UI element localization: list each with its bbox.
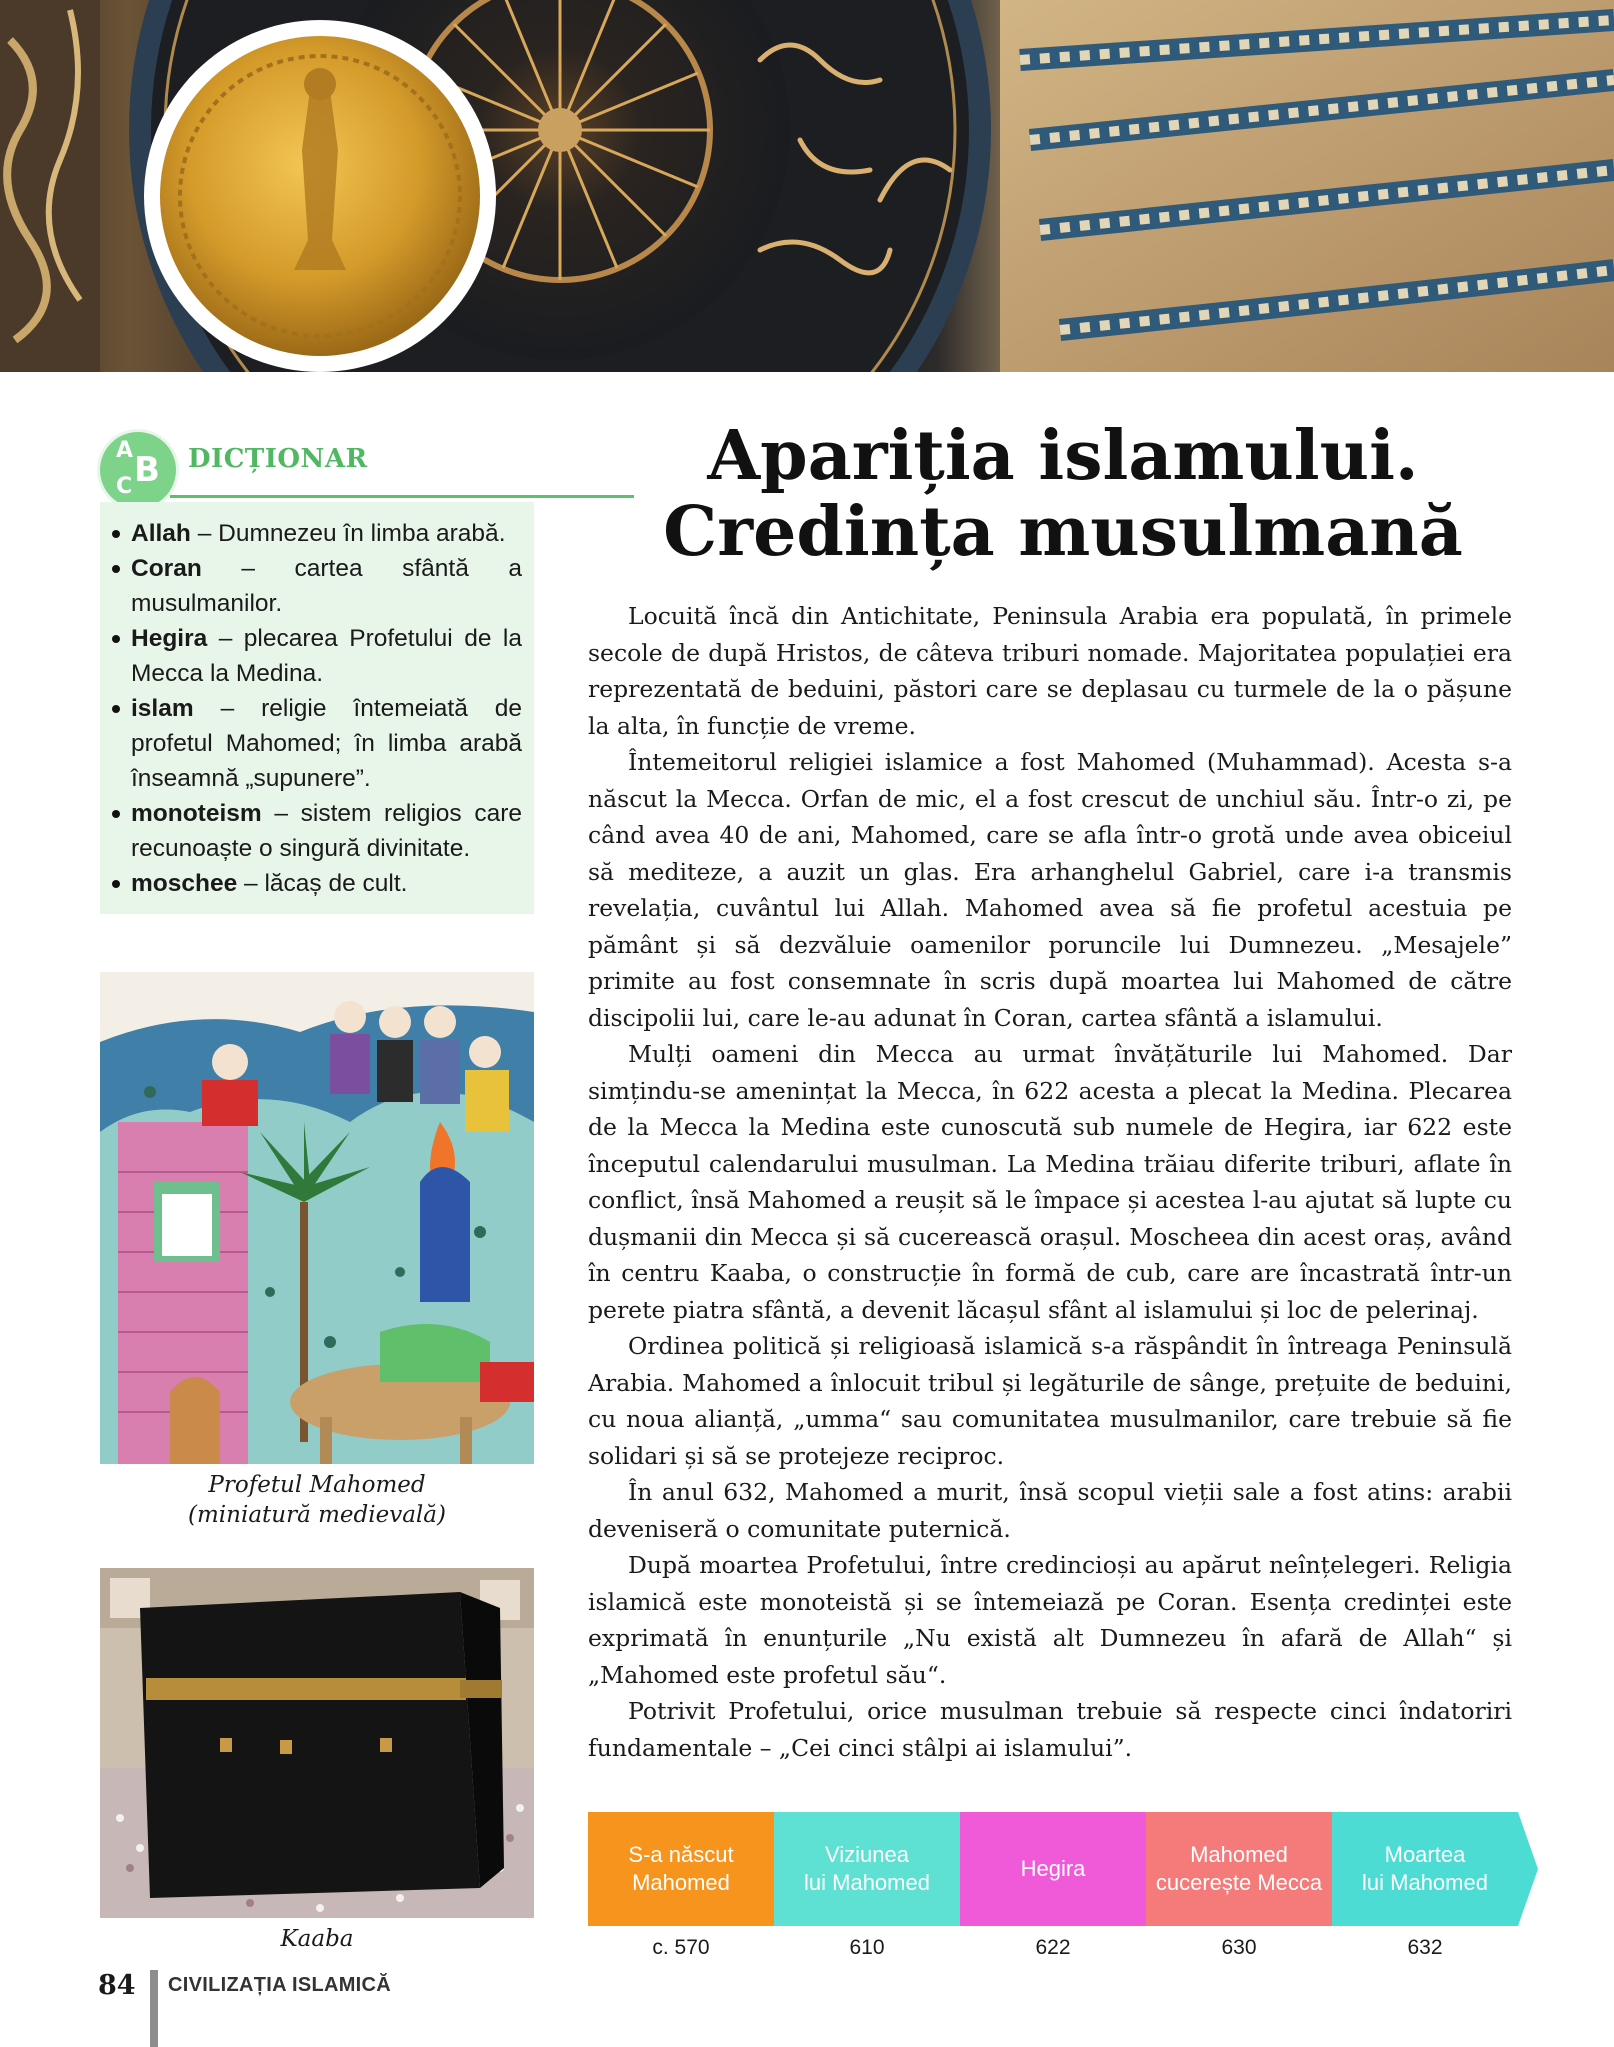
timeline-label: Mahomed <box>632 1870 730 1895</box>
paragraph: După moartea Profetului, între credincioși au apărut neînțelegeri. Religia islamică este monoteistă și se întemeiază pe Coran. Esența credinței este exprimată în enunțurile „Nu există alt Dumnezeu în afară de Allah“ și „Mahomed este profetul său“. <box>588 1551 1512 1689</box>
paragraph: Mulți oameni din Mecca au urmat învățăturile lui Mahomed. Dar simțindu-se amenințat la Mecca, în 622 acesta a plecat la Medina. Plecarea de la Mecca la Medina este cunoscută sub numele de Hegira, iar 622 este începutul calendarului musulman. La Medina trăiau diferite triburi, aflate în conflict, însă Mahomed a reușit să le împace și acestea l-au ajutat să lupte cu dușmanii din Mecca și să cucerească orașul. Moscheea din acest oraș, având în centru Kaaba, o construcție în formă de cub, care are încastrată într-un perete piatra sfântă, a devenit lăcașul sfânt al islamului și loc de pelerinaj. <box>588 1040 1512 1324</box>
dictionary-term: islam <box>131 695 194 722</box>
timeline-event-vision <box>774 1812 960 1926</box>
dictionary-term: Allah <box>131 520 191 547</box>
dictionary-entry <box>112 516 522 551</box>
paragraph: Potrivit Profetului, orice musulman trebuie să respecte cinci îndatoriri fundamentale – „Cei cinci stâlpi ai islamului”. <box>588 1697 1512 1762</box>
paragraph: Ordinea politică și religioasă islamică s-a răspândit în întreaga Peninsulă Arabia. Mahomed a înlocuit tribul și legăturile de sânge, prețuite de beduini, cu noua alianță, „umma“ sau comunitatea musulmanilor, care trebuie să fie solidari și să se protejeze reciproc. <box>588 1332 1512 1470</box>
dictionary-entry <box>112 866 522 901</box>
dictionary-term: Hegira <box>131 625 208 652</box>
miniature-caption-line: (miniatură medievală) <box>188 1502 446 1528</box>
dictionary-term: moschee <box>131 870 238 897</box>
dictionary-body <box>100 502 534 914</box>
header-banner-image <box>0 0 1614 372</box>
dictionary-term: Coran <box>131 555 202 582</box>
dictionary-entry <box>112 621 522 691</box>
dictionary-box <box>100 432 534 914</box>
timeline-year: 622 <box>1035 1936 1071 1959</box>
timeline-arrow-icon <box>1518 1812 1538 1926</box>
timeline-label: Hegira <box>1020 1856 1086 1881</box>
timeline <box>588 1812 1538 1972</box>
banner-mosaic-illustration <box>0 0 1614 372</box>
timeline-year: 610 <box>849 1936 885 1959</box>
dictionary-divider <box>170 495 634 498</box>
page-title-line: Apariția islamului. <box>707 416 1419 496</box>
page-title <box>588 418 1538 570</box>
timeline-year: c. 570 <box>652 1936 710 1959</box>
dictionary-entry <box>112 551 522 621</box>
timeline-label: lui Mahomed <box>804 1870 930 1895</box>
paragraph: Întemeitorul religiei islamice a fost Mahomed (Muhammad). Acesta s-a născut la Mecca. Orfan de mic, el a fost crescut de unchiul său. Într-o zi, pe când avea 40 de ani, Mahomed, care se afla într-o grotă unde avea obiceiul să mediteze, a auzit un glas. Era arhanghelul Gabriel, care i-a transmis revelația, cuvântul lui Allah. Mahomed avea să fie profetul acestuia pe pământ și să dezvăluie oamenilor poruncile lui Dumnezeu. „Mesajele” primite au fost consemnate în scris după moartea lui Mahomed de către discipolii lui, care le-au adunat în Coran, cartea sfântă a islamului. <box>588 748 1512 1032</box>
miniature-caption-line: Profetul Mahomed <box>208 1472 426 1498</box>
paragraph: În anul 632, Mahomed a murit, însă scopul vieții sale a fost atins: arabii deveniseră o comunitate puternică. <box>588 1478 1512 1543</box>
kaaba-caption: Kaaba <box>280 1926 354 1952</box>
miniature-image <box>100 972 534 1464</box>
dictionary-definition: – plecarea Profetului de la Mecca la Medina. <box>131 625 522 687</box>
timeline-event-birth <box>588 1812 774 1926</box>
timeline-label: Mahomed <box>1190 1842 1288 1867</box>
timeline-label: cucerește Mecca <box>1155 1870 1323 1895</box>
page-number: 84 <box>98 1970 136 2001</box>
dictionary-entry <box>112 796 522 866</box>
timeline-label: Viziunea <box>824 1842 909 1867</box>
dictionary-entry <box>112 691 522 796</box>
dictionary-abc-icon: A B C <box>100 432 176 508</box>
miniature-illustration <box>100 972 534 1464</box>
timeline-label: Moartea <box>1384 1842 1466 1867</box>
kaaba-illustration <box>100 1568 534 1918</box>
dictionary-definition: – Dumnezeu în limba arabă. <box>190 520 506 547</box>
timeline-event-death <box>1332 1812 1518 1926</box>
dictionary-title: DICȚIONAR <box>188 444 368 474</box>
footer-section-label: CIVILIZAȚIA ISLAMICĂ <box>168 1974 392 1996</box>
timeline-event-hegira <box>960 1812 1146 1926</box>
timeline-year: 632 <box>1407 1936 1443 1959</box>
timeline-year: 630 <box>1221 1936 1257 1959</box>
paragraph: Locuită încă din Antichitate, Peninsula Arabia era populată, în primele secole de după Hristos, de câteva triburi nomade. Majoritatea populației era reprezentată de beduini, păstori care se deplasau cu turmele de la o pășune la alta, în funcție de vreme. <box>588 602 1512 740</box>
miniature-caption <box>100 1470 534 1530</box>
kaaba-photo <box>100 1568 534 1918</box>
dictionary-list <box>100 502 534 901</box>
article-body <box>588 598 1512 1766</box>
timeline-event-conquest <box>1146 1812 1332 1926</box>
timeline-label: lui Mahomed <box>1362 1870 1488 1895</box>
dictionary-definition: – lăcaș de cult. <box>237 870 408 897</box>
dictionary-definition: – cartea sfântă a musulmanilor. <box>131 555 522 617</box>
page-title-line: Credința musulmană <box>663 492 1463 572</box>
dictionary-definition: – religie întemeiată de profetul Mahomed; în limba arabă înseamnă „supunere”. <box>131 695 522 792</box>
dictionary-term: monoteism <box>131 800 262 827</box>
timeline-label: S-a născut <box>628 1842 734 1867</box>
dictionary-definition: – sistem religios care recunoaște o singură divinitate. <box>131 800 522 862</box>
footer-divider <box>150 1970 158 2047</box>
